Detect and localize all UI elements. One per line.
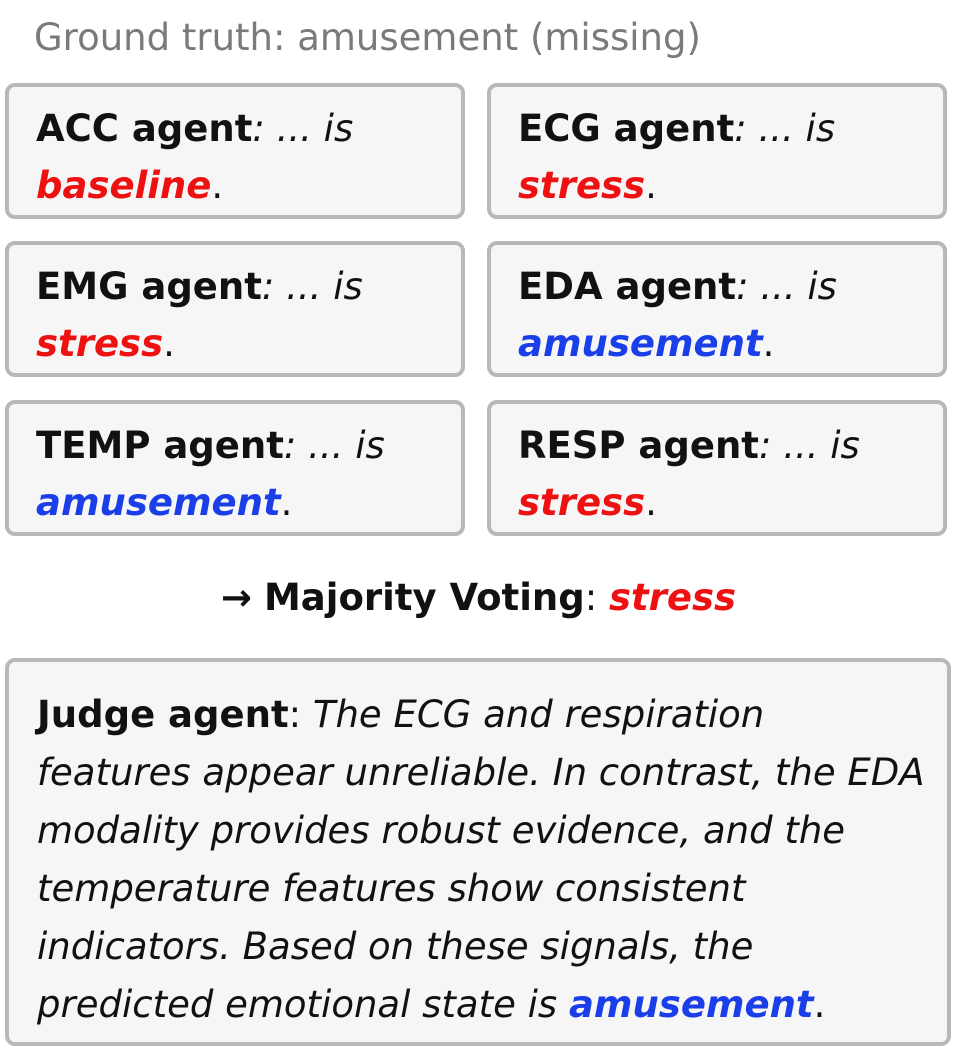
eda-agent-box bbox=[487, 241, 947, 377]
majority-voting-line bbox=[0, 572, 957, 624]
agent-prediction: baseline bbox=[36, 164, 212, 207]
agent-name: RESP agent bbox=[518, 424, 759, 467]
temp-agent-box bbox=[5, 400, 465, 536]
judge-separator: : bbox=[288, 693, 313, 736]
judge-agent-label: Judge agent bbox=[37, 693, 289, 736]
agent-name: EDA agent bbox=[518, 265, 737, 308]
agent-connector: : ... is bbox=[736, 265, 837, 308]
period: . bbox=[645, 164, 657, 207]
agent-prediction: stress bbox=[518, 481, 646, 524]
agent-connector: : ... is bbox=[283, 424, 385, 467]
agent-connector: : ... is bbox=[734, 107, 836, 150]
judge-reasoning-text: The ECG and respiration features appear unreliable. In contrast, the EDA modality provides robust evidence, and the temperature features show consistent indicators. Based on these signals, the predicted emotional state is bbox=[37, 693, 925, 1026]
agent-connector: : ... is bbox=[759, 424, 860, 467]
agent-prediction: amusement bbox=[518, 322, 763, 365]
agent-prediction: stress bbox=[518, 164, 646, 207]
period: . bbox=[211, 164, 224, 207]
judge-period: . bbox=[813, 983, 826, 1026]
judge-prediction: amusement bbox=[568, 983, 814, 1026]
agent-connector: : ... is bbox=[252, 107, 354, 150]
resp-agent-box bbox=[487, 400, 947, 536]
agent-name: ECG agent bbox=[518, 107, 735, 150]
agent-name: EMG agent bbox=[36, 265, 262, 308]
period: . bbox=[645, 481, 657, 524]
period: . bbox=[280, 481, 293, 524]
agent-name: TEMP agent bbox=[36, 424, 284, 467]
agent-name: ACC agent bbox=[36, 107, 253, 150]
agent-prediction: amusement bbox=[36, 481, 281, 524]
emg-agent-box bbox=[5, 241, 465, 377]
period: . bbox=[163, 322, 175, 365]
majority-separator: : bbox=[584, 576, 609, 619]
period: . bbox=[762, 322, 775, 365]
ecg-agent-box bbox=[487, 83, 947, 219]
judge-agent-box bbox=[5, 658, 951, 1046]
majority-result: stress bbox=[608, 576, 737, 619]
ground-truth-label: Ground truth: amusement (missing) bbox=[34, 16, 701, 59]
majority-voting-label: Majority Voting bbox=[263, 576, 585, 619]
acc-agent-box bbox=[5, 83, 465, 219]
arrow-right-icon: → bbox=[220, 576, 252, 619]
agent-connector: : ... is bbox=[261, 265, 363, 308]
agent-prediction: stress bbox=[36, 322, 164, 365]
